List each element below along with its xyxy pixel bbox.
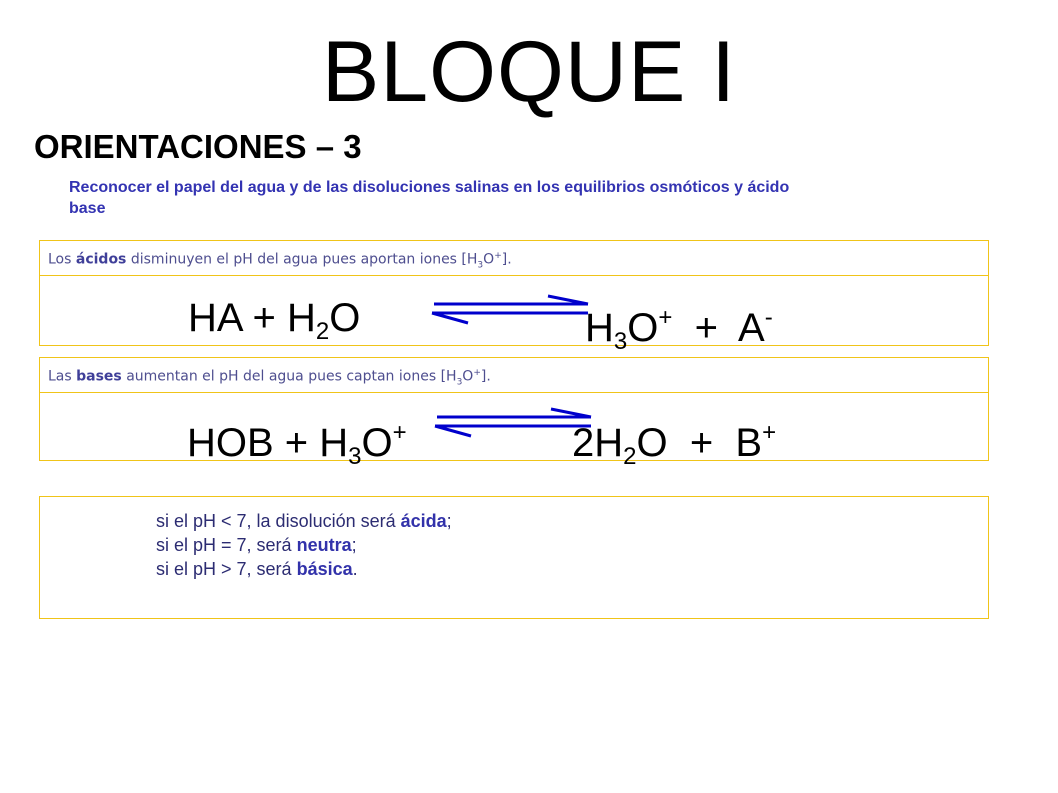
ph-rule-acid: si el pH < 7, la disolución será ácida; xyxy=(156,511,452,531)
bases-caption: Las bases aumentan el pH del agua pues captan iones $[H_3O^+]$. xyxy=(40,358,988,393)
acids-equation-reactants: HA + $H_2O$ xyxy=(188,296,361,345)
ph-rules-box xyxy=(39,496,989,619)
acids-box xyxy=(39,240,989,355)
acids-caption: Los ácidos disminuyen el pH del agua pues aportan iones $[H_3O^+]$. xyxy=(40,241,988,276)
bases-box xyxy=(39,357,989,470)
equilibrium-arrow-icon xyxy=(420,294,600,328)
section-subtitle: ORIENTACIONES – 3 xyxy=(34,128,362,165)
ph-rule-basic: si el pH > 7, será básica. xyxy=(156,559,358,579)
bases-keyword: bases xyxy=(76,368,122,385)
acids-equation xyxy=(40,276,988,355)
ph-rule-neutral: si el pH = 7, será neutra; xyxy=(156,535,357,555)
ph-rules-list xyxy=(156,509,452,581)
page-title: BLOQUE I xyxy=(321,24,737,120)
acids-equation-products: $H_3O^+ + A^-$ xyxy=(585,304,773,355)
bases-equation-products: $2H_2O + B^+$ xyxy=(572,419,777,470)
objective-text: Reconocer el papel del agua y de las disoluciones salinas en los equilibrios osmóticos y ácido base xyxy=(69,179,790,217)
bases-equation-reactants: HOB + $H_3O^+$ xyxy=(187,419,407,470)
acids-keyword: ácidos xyxy=(75,251,127,268)
bases-equation xyxy=(40,393,988,470)
